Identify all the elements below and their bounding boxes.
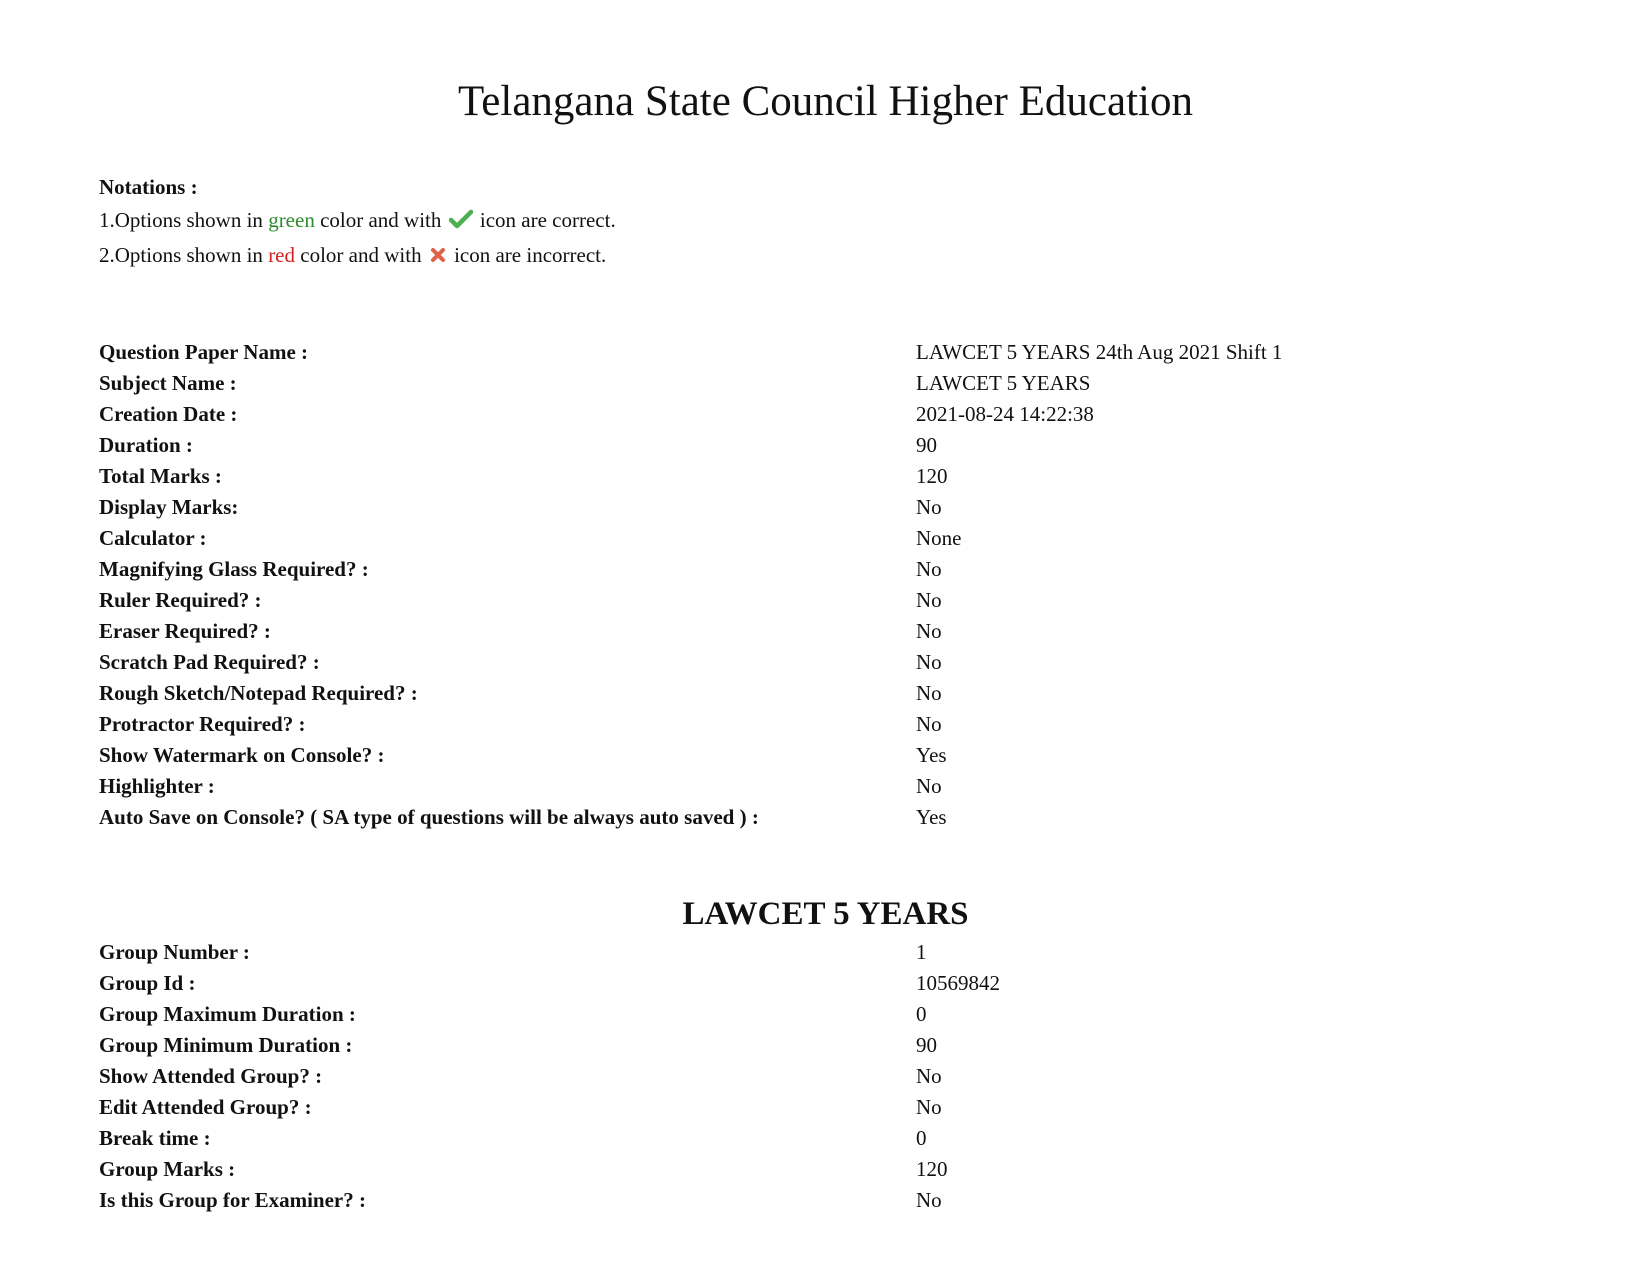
info-value: 90 [916, 1033, 937, 1057]
cross-icon [429, 241, 447, 274]
notation-correct-prefix: 1.Options shown in [99, 208, 269, 232]
paper-info-row [99, 585, 1282, 616]
section-title: LAWCET 5 YEARS [682, 896, 969, 932]
paper-info-row [99, 523, 1282, 554]
info-label: Break time : [99, 1126, 211, 1150]
group-info-row [99, 968, 1000, 999]
group-info-row [99, 1030, 1000, 1061]
page-title: Telangana State Council Higher Education [458, 78, 1193, 125]
info-label: Group Marks : [99, 1157, 236, 1181]
info-label: Group Id : [99, 971, 196, 995]
notations-block [99, 171, 616, 274]
info-label: Rough Sketch/Notepad Required? : [99, 681, 418, 705]
group-info-row [99, 1185, 1000, 1216]
info-value: LAWCET 5 YEARS 24th Aug 2021 Shift 1 [916, 340, 1283, 364]
group-info-row [99, 999, 1000, 1030]
info-value: No [916, 619, 942, 643]
info-label: Protractor Required? : [99, 712, 306, 736]
info-label: Group Number : [99, 940, 250, 964]
paper-info-row [99, 399, 1282, 430]
info-value: No [916, 1188, 942, 1212]
paper-info-row [99, 709, 1282, 740]
info-label: Subject Name : [99, 371, 237, 395]
paper-info-row [99, 368, 1282, 399]
green-color-word: green [268, 208, 315, 232]
info-label: Edit Attended Group? : [99, 1095, 312, 1119]
info-label: Question Paper Name : [99, 340, 309, 364]
info-label: Auto Save on Console? ( SA type of questions will be always auto saved ) : [99, 805, 759, 829]
info-value: No [916, 1095, 942, 1119]
notation-correct-middle: color and with [314, 208, 447, 232]
paper-info-row [99, 616, 1282, 647]
info-value: 120 [916, 1157, 948, 1181]
red-color-word: red [268, 243, 296, 267]
info-value: 1 [916, 940, 927, 964]
paper-info-row [99, 678, 1282, 709]
paper-info-row [99, 492, 1282, 523]
group-info-row [99, 937, 1000, 968]
group-info-row [99, 1123, 1000, 1154]
info-value: No [916, 588, 942, 612]
info-label: Is this Group for Examiner? : [99, 1188, 366, 1212]
paper-info-row [99, 802, 1282, 833]
info-label: Magnifying Glass Required? : [99, 557, 369, 581]
info-value: No [916, 495, 942, 519]
info-value: No [916, 712, 942, 736]
notation-correct-suffix: icon are correct. [474, 208, 616, 232]
notation-incorrect [99, 239, 616, 274]
info-value: 90 [916, 433, 937, 457]
info-label: Group Maximum Duration : [99, 1002, 356, 1026]
group-info-row [99, 1154, 1000, 1185]
info-label: Show Attended Group? : [99, 1064, 323, 1088]
info-value: Yes [916, 743, 947, 767]
notation-incorrect-prefix: 2.Options shown in [99, 243, 269, 267]
info-value: No [916, 681, 942, 705]
info-value: No [916, 557, 942, 581]
info-label: Display Marks: [99, 495, 239, 519]
info-label: Highlighter : [99, 774, 215, 798]
info-label: Duration : [99, 433, 193, 457]
paper-info-row [99, 771, 1282, 802]
info-value: 10569842 [916, 971, 1000, 995]
check-icon [449, 206, 473, 239]
info-label: Ruler Required? : [99, 588, 262, 612]
notation-incorrect-middle: color and with [295, 243, 427, 267]
paper-info-row [99, 430, 1282, 461]
group-info-row [99, 1092, 1000, 1123]
info-label: Calculator : [99, 526, 207, 550]
info-value: No [916, 650, 942, 674]
notation-incorrect-suffix: icon are incorrect. [448, 243, 607, 267]
info-value: LAWCET 5 YEARS [916, 371, 1091, 395]
paper-info-row [99, 554, 1282, 585]
info-value: No [916, 1064, 942, 1088]
info-value: None [916, 526, 962, 550]
paper-info-row [99, 647, 1282, 678]
notations-heading: Notations : [99, 175, 198, 199]
notation-correct [99, 204, 616, 239]
info-label: Scratch Pad Required? : [99, 650, 320, 674]
info-value: 0 [916, 1126, 927, 1150]
paper-info-row [99, 337, 1282, 368]
info-value: No [916, 774, 942, 798]
paper-info-table [99, 337, 1282, 833]
info-value: 2021-08-24 14:22:38 [916, 402, 1094, 426]
info-value: 120 [916, 464, 948, 488]
info-label: Total Marks : [99, 464, 222, 488]
paper-info-row [99, 461, 1282, 492]
info-label: Creation Date : [99, 402, 238, 426]
info-label: Group Minimum Duration : [99, 1033, 353, 1057]
info-label: Show Watermark on Console? : [99, 743, 385, 767]
info-value: 0 [916, 1002, 927, 1026]
info-label: Eraser Required? : [99, 619, 271, 643]
info-value: Yes [916, 805, 947, 829]
group-info-table [99, 937, 1000, 1216]
group-info-row [99, 1061, 1000, 1092]
paper-info-row [99, 740, 1282, 771]
